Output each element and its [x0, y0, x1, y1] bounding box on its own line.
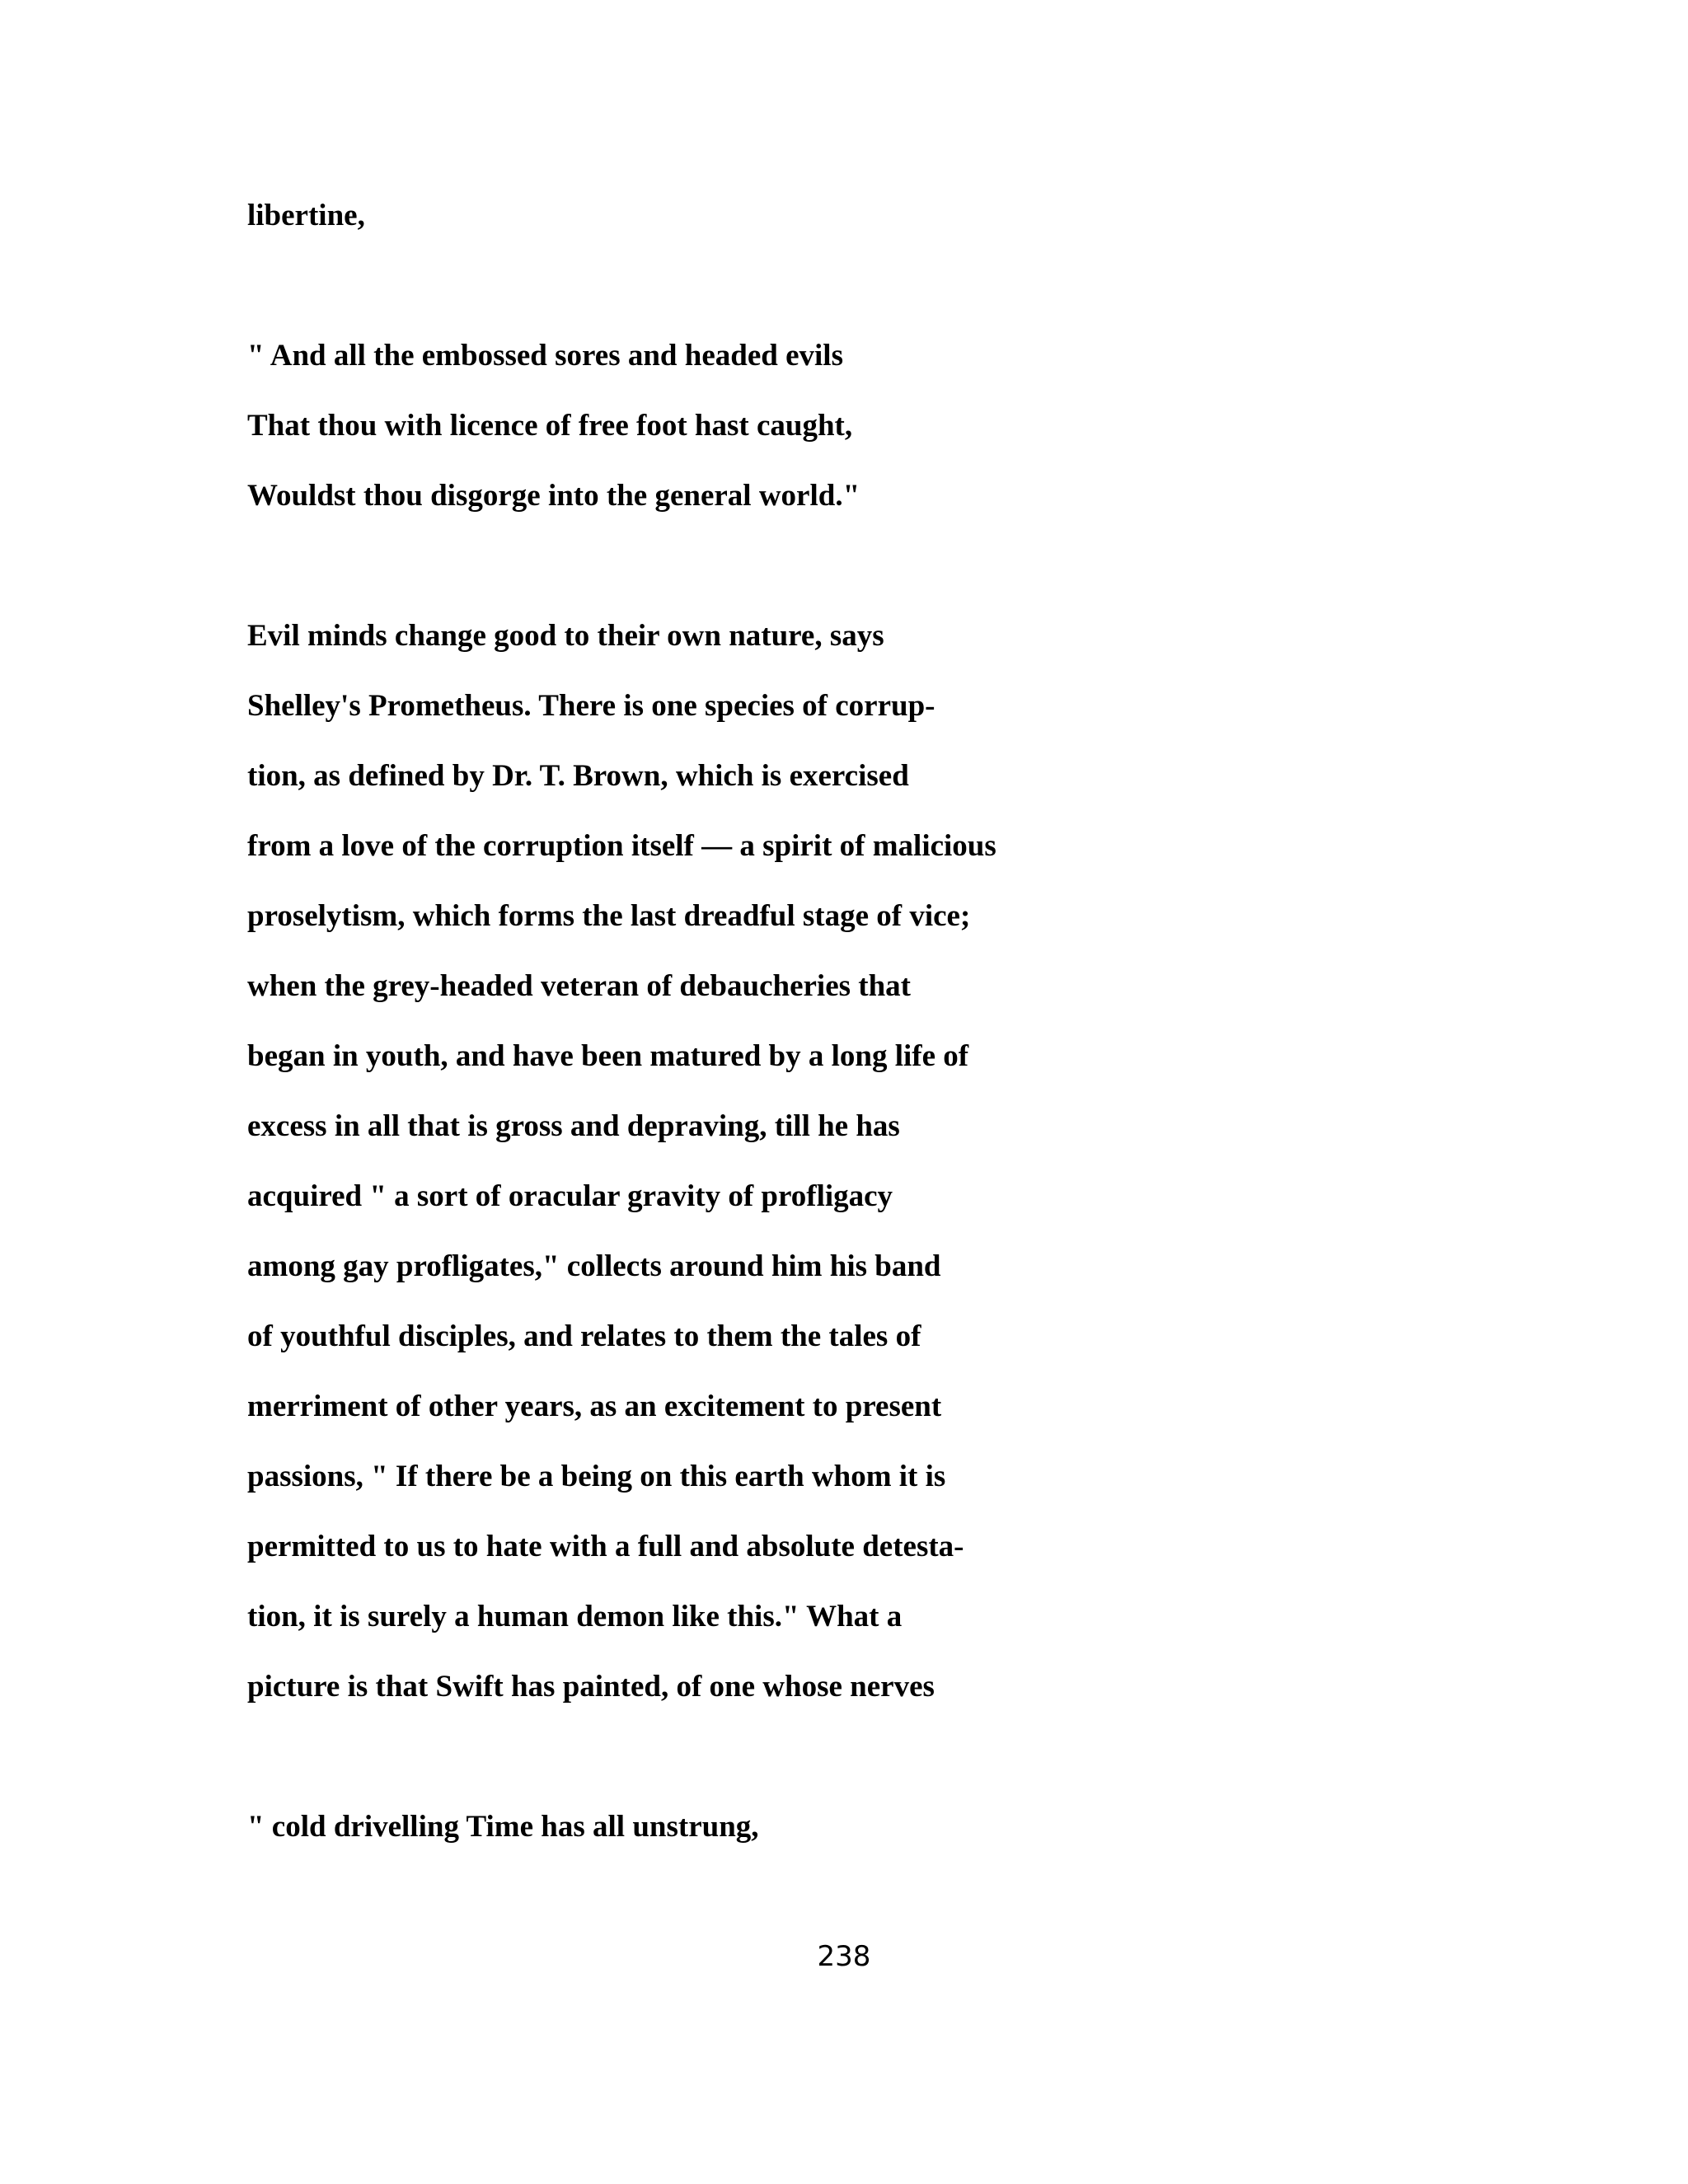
quote-line: " And all the embossed sores and headed evils [247, 339, 843, 373]
text-line: Evil minds change good to their own nature, says [247, 619, 884, 653]
text-line: among gay profligates," collects around him his band [247, 1249, 941, 1283]
text-line: Shelley's Prometheus. There is one species of corrup- [247, 689, 935, 723]
quote-line: That thou with licence of free foot hast caught, [247, 409, 853, 443]
text-line: acquired " a sort of oracular gravity of profligacy [247, 1179, 893, 1213]
text-line: tion, it is surely a human demon like this." What a [247, 1600, 903, 1633]
text-line: libertine, [247, 199, 365, 232]
text-line: began in youth, and have been matured by a long life of [247, 1039, 969, 1073]
quote-line: " cold drivelling Time has all unstrung, [247, 1810, 759, 1844]
text-line: picture is that Swift has painted, of one whose nerves [247, 1670, 935, 1704]
text-line: tion, as defined by Dr. T. Brown, which is exercised [247, 759, 909, 793]
text-line: merriment of other years, as an excitement to present [247, 1390, 942, 1423]
text-line: passions, " If there be a being on this earth whom it is [247, 1460, 946, 1493]
text-line: proselytism, which forms the last dreadful stage of vice; [247, 899, 971, 933]
page-number: 238 [817, 1940, 871, 1973]
text-line: from a love of the corruption itself — a spirit of malicious [247, 829, 996, 863]
text-line: of youthful disciples, and relates to them the tales of [247, 1319, 921, 1353]
text-line: when the grey-headed veteran of debaucheries that [247, 969, 912, 1003]
text-line: permitted to us to hate with a full and absolute detesta- [247, 1530, 964, 1563]
text-line: excess in all that is gross and depraving, till he has [247, 1109, 900, 1143]
quote-line: Wouldst thou disgorge into the general world." [247, 479, 860, 513]
